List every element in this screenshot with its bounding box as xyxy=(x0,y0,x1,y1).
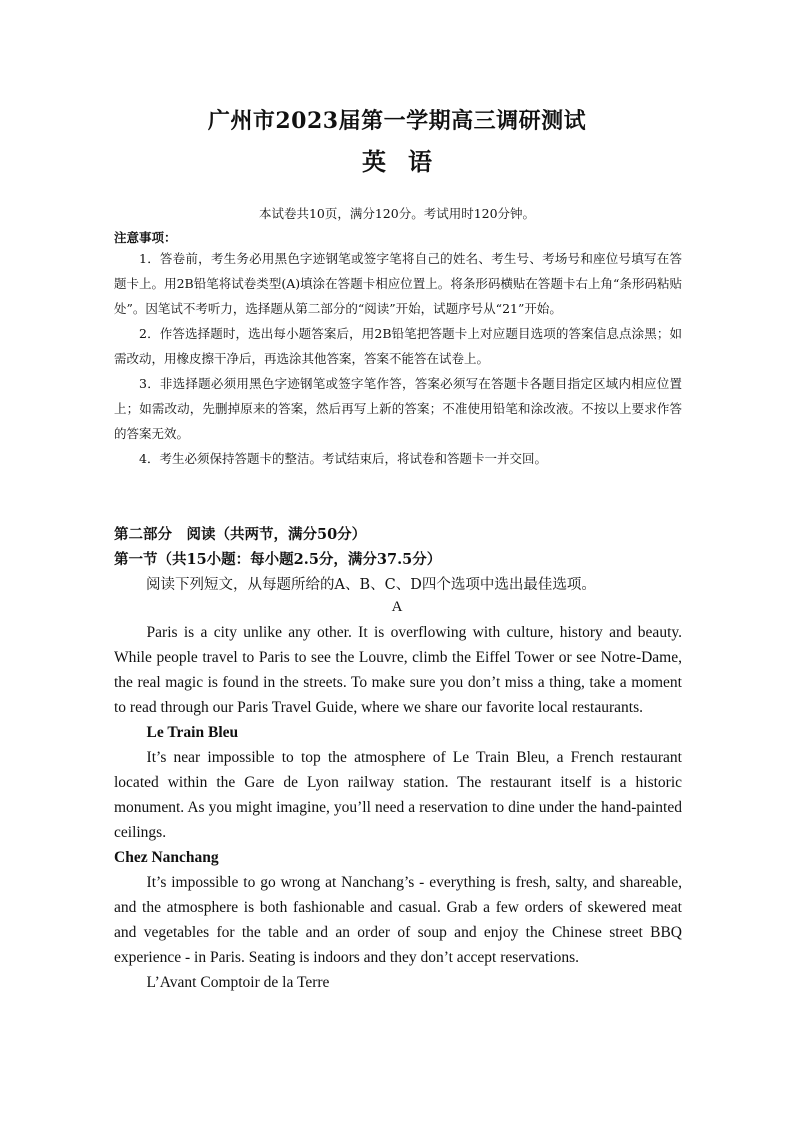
note-item-1: 1．答卷前，考生务必用黑色字迹钢笔或签字笔将自己的姓名、考生号、考场号和座位号填写在答题卡上。用2B铅笔将试卷类型(A)填涂在答题卡相应位置上。将条形码横贴在答题卡右上角“条形码粘贴处”。因笔试不考听力，选择题从第二部分的“阅读”开始，试题序号从“21”开始。 xyxy=(114,251,682,316)
restaurant-1-name: Le Train Bleu xyxy=(146,724,239,741)
exam-title: 广州市2023届第一学期高三调研测试 xyxy=(207,108,587,134)
section-instruction: 阅读下列短文，从每题所给的A、B、C、D四个选项中选出最佳选项。 xyxy=(146,577,596,593)
note-item-2: 2．作答选择题时，选出每小题答案后，用2B铅笔把答题卡上对应题目选项的答案信息点涂黑；如需改动，用橡皮擦干净后，再选涂其他答案，答案不能答在试卷上。 xyxy=(114,326,682,366)
restaurant-2-name: Chez Nanchang xyxy=(114,849,219,866)
passage-letter: A xyxy=(391,599,403,615)
restaurant-2-text: It’s impossible to go wrong at Nanchang’s - everything is fresh, salty, and shareable, and the atmosphere is both fashionable and casual. Grab a few orders of skewered meat and vegetables for the table and an order of soup and enjoy the Chinese street BBQ experience - in Paris. Seating is indoors and they don’t accept reservations. xyxy=(114,874,682,966)
section-title: 第一节（共15小题：每小题2.5分，满分37.5分） xyxy=(114,551,442,568)
restaurant-3-name: L’Avant Comptoir de la Terre xyxy=(146,974,330,991)
notes-heading: 注意事项： xyxy=(114,230,177,245)
note-item-4: 4．考生必须保持答题卡的整洁。考试结束后，将试卷和答题卡一并交回。 xyxy=(139,451,547,466)
part-title: 第二部分 阅读（共两节，满分50分） xyxy=(114,526,367,543)
exam-info: 本试卷共10页，满分120分。考试用时120分钟。 xyxy=(258,206,536,221)
subject-title: 英语 xyxy=(362,147,454,176)
passage-intro: Paris is a city unlike any other. It is overflowing with culture, history and beauty. While people travel to Paris to see the Louvre, climb the Eiffel Tower or see Notre-Dame, the real magic is found in the streets. To make sure you don’t miss a thing, take a moment to read through our Paris Travel Guide, where we share our favorite local restaurants. xyxy=(114,624,682,716)
reading-passage xyxy=(114,620,682,995)
note-item-3: 3．非选择题必须用黑色字迹钢笔或签字笔作答，答案必须写在答题卡各题目指定区域内相应位置上；如需改动，先删掉原来的答案，然后再写上新的答案；不准使用铅笔和涂改液。不按以上要求作答的答案无效。 xyxy=(114,376,682,441)
restaurant-1-text: It’s near impossible to top the atmosphere of Le Train Bleu, a French restaurant located within the Gare de Lyon railway station. The restaurant itself is a historic monument. As you might imagine, you’ll need a reservation to dine under the hand-painted ceilings. xyxy=(114,749,682,841)
notes-list xyxy=(114,246,682,471)
